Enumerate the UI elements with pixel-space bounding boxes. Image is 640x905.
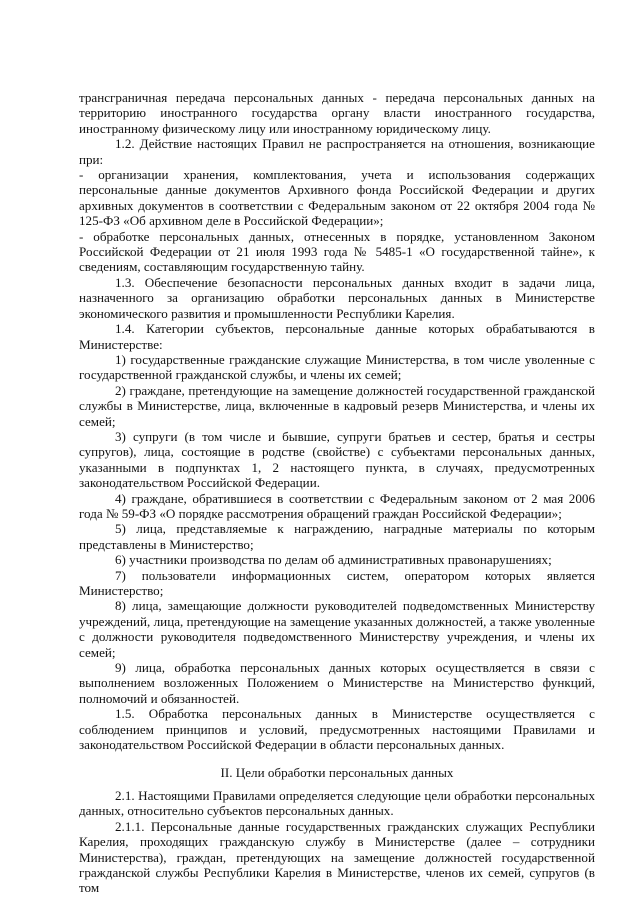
paragraph: 1.3. Обеспечение безопасности персональных данных входит в задачи лица, назначенного за организацию обработки персональных данных в Министерстве экономического развития и промышленности Республики Карелия. bbox=[79, 274, 595, 321]
paragraph: 1.5. Обработка персональных данных в Министерстве осуществляется с соблюдением принципов и условий, предусмотренных настоящими Правилами и законодательством Российской Федерации в области персональных данных. bbox=[79, 706, 595, 753]
paragraph: 2) граждане, претендующие на замещение должностей государственной гражданской службы в Министерстве, лица, включенные в кадровый резерв Министерства, и члены их семей; bbox=[79, 382, 595, 429]
paragraph: - организации хранения, комплектования, учета и использования содержащих персональные данные документов Архивного фонда Российской Федерации и других архивных документов в соответствии с Федеральным законом от 22 октября 2004 года № 125-ФЗ «Об архивном деле в Российской Федерации»; bbox=[79, 167, 595, 229]
paragraph: 2.1.1. Персональные данные государственных гражданских служащих Республики Карелия, проходящих гражданскую службу в Министерстве (далее – сотрудники Министерства), граждан, претендующих на замещение должностей государственной гражданской службы Республики Карелия в Министерстве, членов их семей, супругов (в том bbox=[79, 818, 595, 896]
document-page bbox=[79, 90, 595, 896]
paragraph: 4) граждане, обратившиеся в соответствии с Федеральным законом от 2 мая 2006 года № 59-ФЗ «О порядке рассмотрения обращений граждан Российской Федерации»; bbox=[79, 490, 595, 521]
section-heading: II. Цели обработки персональных данных bbox=[220, 765, 454, 781]
paragraph: 9) лица, обработка персональных данных которых осуществляется в связи с выполнением возложенных Положением о Министерстве на Министерство функций, полномочий и обязанностей. bbox=[79, 660, 595, 706]
document-body bbox=[79, 90, 595, 752]
paragraph: трансграничная передача персональных данных - передача персональных данных на территорию иностранного государства органу власти иностранного государства, иностранному физическому лицу или иностранному юридическому лицу. bbox=[79, 90, 595, 136]
paragraph: 5) лица, представляемые к награждению, наградные материалы по которым представлены в Министерство; bbox=[79, 521, 595, 552]
paragraph: 2.1. Настоящими Правилами определяется следующие цели обработки персональных данных, относительно субъектов персональных данных. bbox=[79, 787, 595, 819]
paragraph: 1.2. Действие настоящих Правил не распространяется на отношения, возникающие при: bbox=[79, 136, 595, 167]
paragraph: 3) супруги (в том числе и бывшие, супруги братьев и сестер, братья и сестры супругов), лица, состоящие в родстве (свойстве) с субъектами персональных данных, указанными в подпунктах 1, 2 настоящего пункта, в случаях, предусмотренных законодательством Российской Федерации. bbox=[79, 428, 595, 491]
paragraph: 6) участники производства по делам об административных правонарушениях; bbox=[115, 552, 552, 568]
paragraph: 7) пользователи информационных систем, оператором которых является Министерство; bbox=[79, 567, 595, 598]
paragraph: 8) лица, замещающие должности руководителей подведомственных Министерству учреждений, лица, претендующие на замещение указанных должностей, а также уволенные с должности руководителя подведомственного Министерству учреждения, и члены их семей; bbox=[79, 598, 595, 660]
section-body bbox=[79, 788, 595, 896]
paragraph: - обработке персональных данных, отнесенных в порядке, установленном Законом Российской Федерации от 21 июля 1993 года № 5485-1 «О государственной тайне», к сведениям, составляющим государственную тайну. bbox=[79, 228, 595, 275]
paragraph: 1.4. Категории субъектов, персональные данные которых обрабатываются в Министерстве: bbox=[79, 321, 595, 352]
paragraph: 1) государственные гражданские служащие Министерства, в том числе уволенные с государственной гражданской службы, и члены их семей; bbox=[79, 351, 595, 383]
